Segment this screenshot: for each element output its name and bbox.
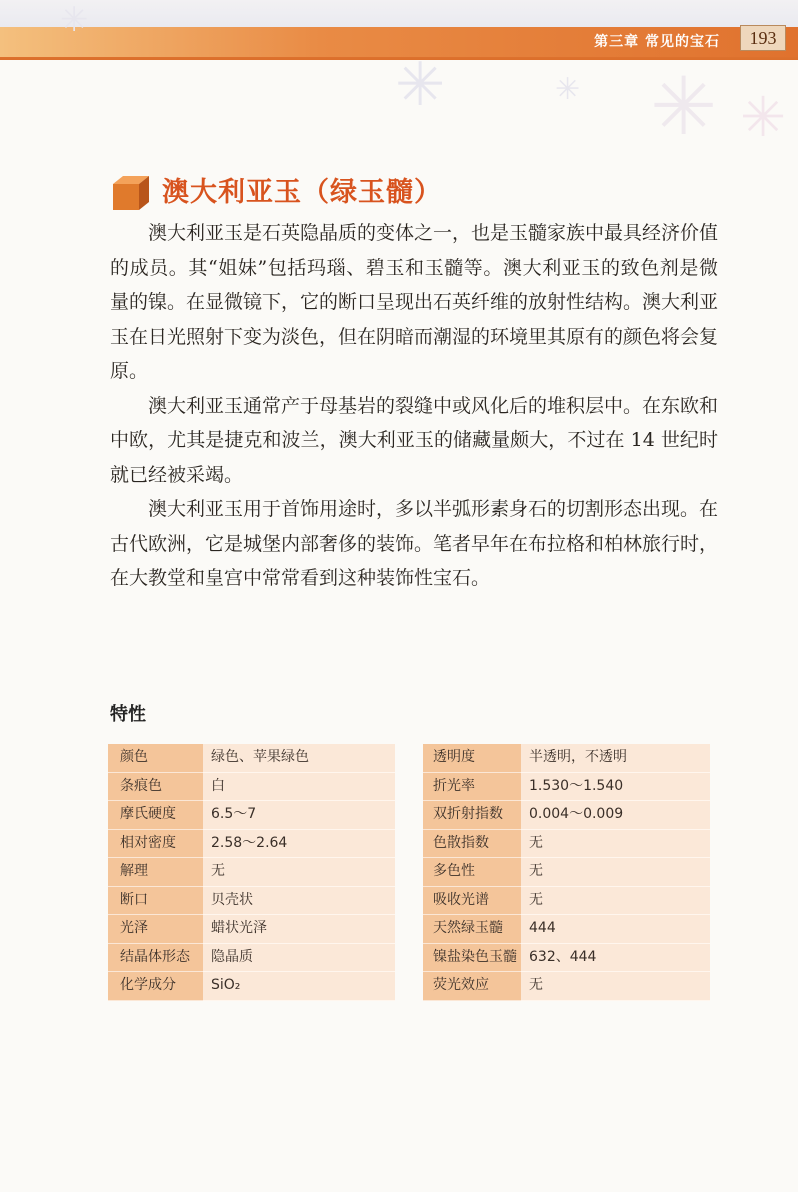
- property-value: 无: [521, 830, 710, 859]
- property-key: 颜色: [108, 744, 203, 773]
- property-key: 双折射指数: [423, 801, 521, 830]
- table-row: [423, 944, 710, 973]
- property-value: 444: [521, 915, 710, 944]
- sparkle-icon: ✳: [740, 85, 787, 149]
- property-value: 蜡状光泽: [203, 915, 395, 944]
- cube-icon: [111, 174, 149, 212]
- sparkle-icon: ✳: [555, 72, 581, 107]
- table-row: [108, 944, 395, 973]
- property-value: 无: [521, 858, 710, 887]
- property-key: 折光率: [423, 773, 521, 802]
- table-row: [108, 830, 395, 859]
- table-row: [108, 915, 395, 944]
- body-text: [110, 216, 718, 596]
- property-key: 解理: [108, 858, 203, 887]
- properties-table-right: [423, 744, 710, 1001]
- page-title: 澳大利亚玉（绿玉髓）: [162, 177, 442, 208]
- property-value: 6.5～7: [203, 801, 395, 830]
- table-row: [423, 801, 710, 830]
- property-value: 半透明，不透明: [521, 744, 710, 773]
- property-key: 光泽: [108, 915, 203, 944]
- property-value: 贝壳状: [203, 887, 395, 916]
- property-key: 多色性: [423, 858, 521, 887]
- property-key: 透明度: [423, 744, 521, 773]
- table-row: [423, 858, 710, 887]
- property-value: 无: [521, 972, 710, 1001]
- section-title: 特性: [110, 704, 146, 725]
- table-row: [108, 801, 395, 830]
- property-key: 吸收光谱: [423, 887, 521, 916]
- sparkle-icon: ✳: [650, 60, 718, 153]
- property-key: 断口: [108, 887, 203, 916]
- property-value: 隐晶质: [203, 944, 395, 973]
- property-value: 绿色、苹果绿色: [203, 744, 395, 773]
- table-row: [423, 744, 710, 773]
- page-number: 193: [740, 25, 786, 51]
- property-key: 条痕色: [108, 773, 203, 802]
- table-row: [108, 887, 395, 916]
- property-key: 化学成分: [108, 972, 203, 1001]
- property-value: 632、444: [521, 944, 710, 973]
- table-row: [108, 773, 395, 802]
- paragraph: 澳大利亚玉是石英隐晶质的变体之一，也是玉髓家族中最具经济价值的成员。其“姐妹”包括玛瑙、碧玉和玉髓等。澳大利亚玉的致色剂是微量的镍。在显微镜下，它的断口呈现出石英纤维的放射性结构。澳大利亚玉在日光照射下变为淡色，但在阴暗而潮湿的环境里其原有的颜色将会复原。: [110, 222, 719, 382]
- property-key: 色散指数: [423, 830, 521, 859]
- paragraph: 澳大利亚玉用于首饰用途时，多以半弧形素身石的切割形态出现。在古代欧洲，它是城堡内部奢侈的装饰。笔者早年在布拉格和柏林旅行时，在大教堂和皇宫中常常看到这种装饰性宝石。: [110, 498, 719, 589]
- property-value: SiO₂: [203, 972, 395, 1001]
- property-value: 无: [521, 887, 710, 916]
- table-row: [423, 773, 710, 802]
- property-key: 镍盐染色玉髓: [423, 944, 521, 973]
- paragraph: 澳大利亚玉通常产于母基岩的裂缝中或风化后的堆积层中。在东欧和中欧，尤其是捷克和波兰，澳大利亚玉的储藏量颇大，不过在 14 世纪时就已经被采竭。: [110, 394, 719, 486]
- property-value: 2.58～2.64: [203, 830, 395, 859]
- property-key: 天然绿玉髓: [423, 915, 521, 944]
- table-row: [423, 915, 710, 944]
- sparkle-icon: ✳: [395, 50, 446, 120]
- property-value: 1.530～1.540: [521, 773, 710, 802]
- property-value: 0.004～0.009: [521, 801, 710, 830]
- property-value: 无: [203, 858, 395, 887]
- sparkle-icon: ✳: [60, 0, 89, 40]
- property-key: 摩氏硬度: [108, 801, 203, 830]
- table-row: [108, 858, 395, 887]
- table-row: [423, 830, 710, 859]
- table-row: [423, 887, 710, 916]
- property-key: 结晶体形态: [108, 944, 203, 973]
- properties-table-left: [108, 744, 395, 1001]
- property-value: 白: [203, 773, 395, 802]
- table-row: [423, 972, 710, 1001]
- property-key: 荧光效应: [423, 972, 521, 1001]
- table-row: [108, 744, 395, 773]
- table-row: [108, 972, 395, 1001]
- chapter-title: 第三章 常见的宝石: [594, 34, 720, 50]
- property-key: 相对密度: [108, 830, 203, 859]
